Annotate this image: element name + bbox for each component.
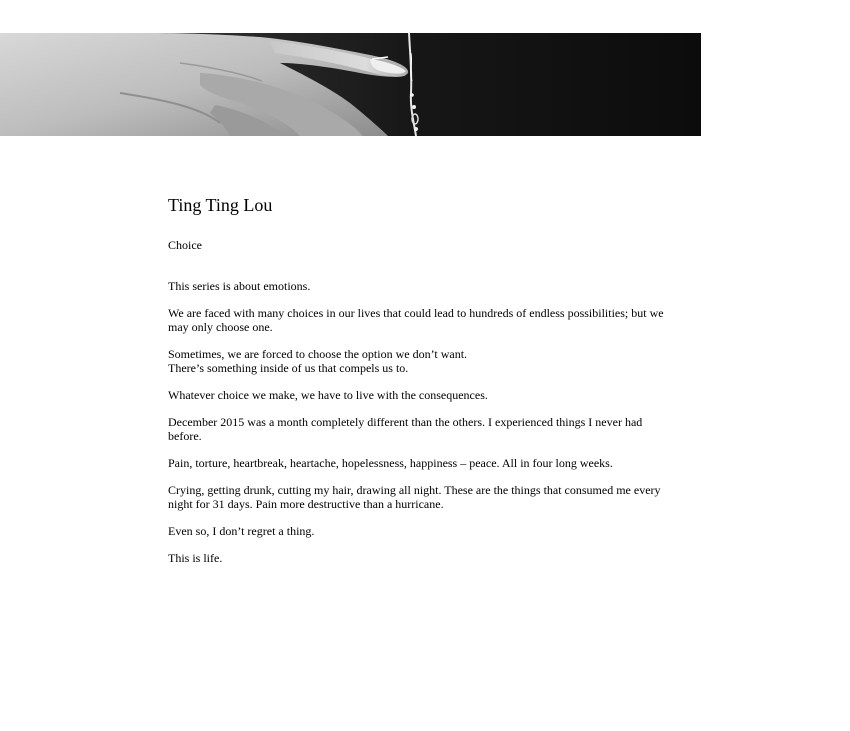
statement-paragraph: We are faced with many choices in our lives that could lead to hundreds of endless possibilities; but we may only choose one. [168,306,664,334]
statement-paragraph: December 2015 was a month completely different than the others. I experienced things I never had before. [168,415,643,443]
statement-paragraph: Even so, I don’t regret a thing. [168,524,315,538]
statement-paragraph: Crying, getting drunk, cutting my hair, drawing all night. These are the things that consumed me every night for 31 days. Pain more destructive than a hurricane. [168,483,661,511]
statement-body [168,279,668,565]
statement-paragraph: This series is about emotions. [168,279,311,293]
statement-paragraph: Pain, torture, heartbreak, heartache, hopelessness, happiness – peace. All in four long weeks. [168,456,613,470]
statement-paragraph: This is life. [168,551,223,565]
statement-paragraph: Sometimes, we are forced to choose the option we don’t want. There’s something inside of us that compels us to. [168,347,468,375]
hand-water-image [0,33,701,136]
series-title: Choice [168,238,202,252]
artist-name: Ting Ting Lou [168,195,273,215]
banner-photo [0,33,701,136]
statement-paragraph: Whatever choice we make, we have to live with the consequences. [168,388,488,402]
artist-statement-section [168,192,668,578]
